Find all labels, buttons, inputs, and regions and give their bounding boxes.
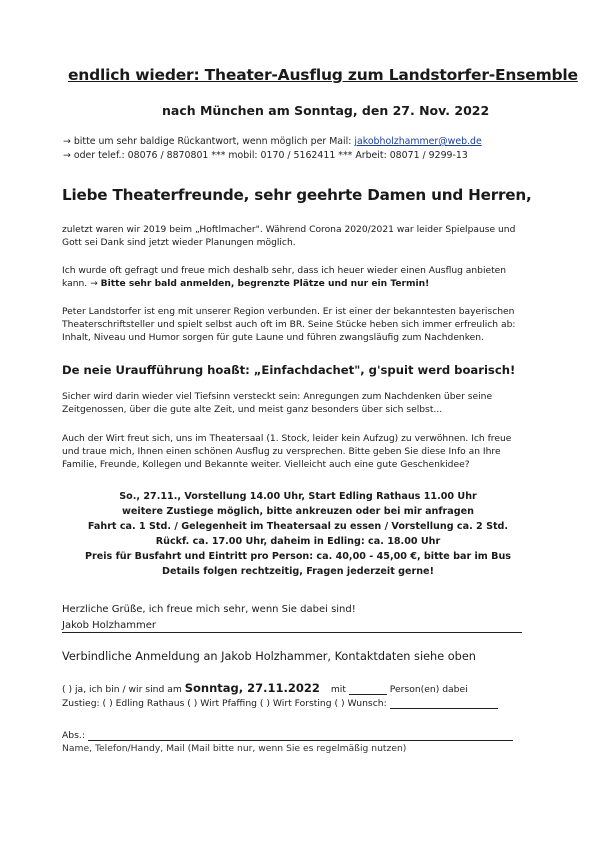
detail-line: Fahrt ca. 1 Std. / Gelegenheit im Theatersaal zu essen / Vorstellung ca. 2 Std. <box>87 521 509 532</box>
arrow-text: kann. → <box>62 279 101 289</box>
registration-pickup-line <box>62 697 498 709</box>
paragraph-line <box>62 278 506 291</box>
detail-line: Preis für Busfahrt und Eintritt pro Person: ca. 40,00 - 45,00 €, bitte bar im Bus <box>85 551 511 562</box>
paragraph-line: Auch der Wirt freut sich, uns im Theatersaal (1. Stock, leider kein Aufzug) zu verwöhnen. Ich freue <box>62 434 512 444</box>
detail-line: Details folgen rechtzeitig, Fragen jederzeit gerne! <box>162 566 434 577</box>
pickup-options[interactable]: Zustieg: ( ) Edling Rathaus ( ) Wirt Pfaffing ( ) Wirt Forsting ( ) Wunsch: <box>62 698 387 709</box>
sender-field[interactable] <box>88 729 513 741</box>
paragraph-line: Peter Landstorfer ist eng mit unserer Region verbunden. Er ist einer der bekanntesten bayerischen <box>62 307 515 317</box>
detail-line: weitere Zustiege möglich, bitte ankreuzen oder bei mir anfragen <box>122 506 474 517</box>
paragraph-line: zuletzt waren wir 2019 beim „Hoftlmacher". Während Corona 2020/2021 war leider Spielpause und <box>62 225 516 235</box>
divider-line <box>62 632 522 633</box>
person-count-field[interactable] <box>349 683 387 695</box>
signature: Jakob Holzhammer <box>62 620 157 631</box>
contact-email-prefix: → bitte um sehr baldige Rückantwort, wenn möglich per Mail: <box>63 136 355 147</box>
event-date: Sonntag, 27.11.2022 <box>184 681 320 695</box>
registration-title: Verbindliche Anmeldung an Jakob Holzhammer, Kontaktdaten siehe oben <box>62 650 476 663</box>
mit-label: mit <box>330 684 346 695</box>
paragraph-line: Familie, Freunde, Kollegen und Bekannte weiter. Vielleicht auch eine gute Geschenkidee? <box>62 460 470 470</box>
paragraph-line: Ich wurde oft gefragt und freue mich deshalb sehr, dass ich heuer wieder einen Ausflug anbieten <box>62 266 507 276</box>
urgent-notice: Bitte sehr bald anmelden, begrenzte Plätze und nur ein Termin! <box>100 279 430 289</box>
wish-field[interactable] <box>390 697 498 709</box>
paragraph-line: Zeitgenossen, über die gute alte Zeit, und meist ganz besonders über sich selbst... <box>62 405 443 415</box>
contact-line-email <box>63 136 482 147</box>
detail-line: So., 27.11., Vorstellung 14.00 Uhr, Start Edling Rathaus 11.00 Uhr <box>119 491 477 502</box>
closing-line: Herzliche Grüße, ich freue mich sehr, wenn Sie dabei sind! <box>62 604 356 615</box>
paragraph-line: Inhalt, Niveau und Humor sorgen für gute Laune und führen zwangsläufig zum Nachdenken. <box>62 333 484 343</box>
paragraph-host <box>62 433 511 472</box>
contact-line-phone: → oder telef.: 08076 / 8870801 *** mobil: 0170 / 5162411 *** Arbeit: 08071 / 9299-13 <box>63 150 468 161</box>
sender-label: Abs.: <box>62 730 85 741</box>
paragraph-announcement <box>62 265 506 291</box>
sender-line <box>62 729 513 741</box>
paragraph-content <box>62 391 492 417</box>
detail-line: Rückf. ca. 17.00 Uhr, daheim in Edling: ca. 18.00 Uhr <box>155 536 441 547</box>
paragraph-author <box>62 306 515 345</box>
greeting-heading: Liebe Theaterfreunde, sehr geehrte Damen und Herren, <box>62 186 532 204</box>
paragraph-intro <box>62 224 515 250</box>
paragraph-line: Theaterschriftsteller und spielt selbst auch oft im BR. Seine Stücke heben sich immer erfreulich ab: <box>62 320 516 330</box>
page-title: endlich wieder: Theater-Ausflug zum Landstorfer-Ensemble <box>68 66 578 84</box>
event-details <box>0 489 596 579</box>
paragraph-line: Sicher wird darin wieder viel Tiefsinn versteckt sein: Anregungen zum Nachdenken über seine <box>62 392 493 402</box>
paragraph-line: und traue mich, Ihnen einen schönen Ausflug zu versprechen. Bitte geben Sie diese Info an Ihre <box>62 447 501 457</box>
play-headline: De neie Uraufführung hoaßt: „Einfachdachet", g'spuit werd boarisch! <box>62 363 516 377</box>
sender-hint: Name, Telefon/Handy, Mail (Mail bitte nur, wenn Sie es regelmäßig nutzen) <box>62 743 407 754</box>
registration-confirm-line <box>62 681 468 695</box>
confirm-checkbox-label[interactable]: ( ) ja, ich bin / wir sind am <box>62 684 185 695</box>
persons-label: Person(en) dabei <box>389 684 468 695</box>
paragraph-line: Gott sei Dank sind jetzt wieder Planungen möglich. <box>62 238 296 248</box>
page-subtitle: nach München am Sonntag, den 27. Nov. 2022 <box>162 103 490 118</box>
contact-email-link[interactable]: jakobholzhammer@web.de <box>354 136 482 147</box>
